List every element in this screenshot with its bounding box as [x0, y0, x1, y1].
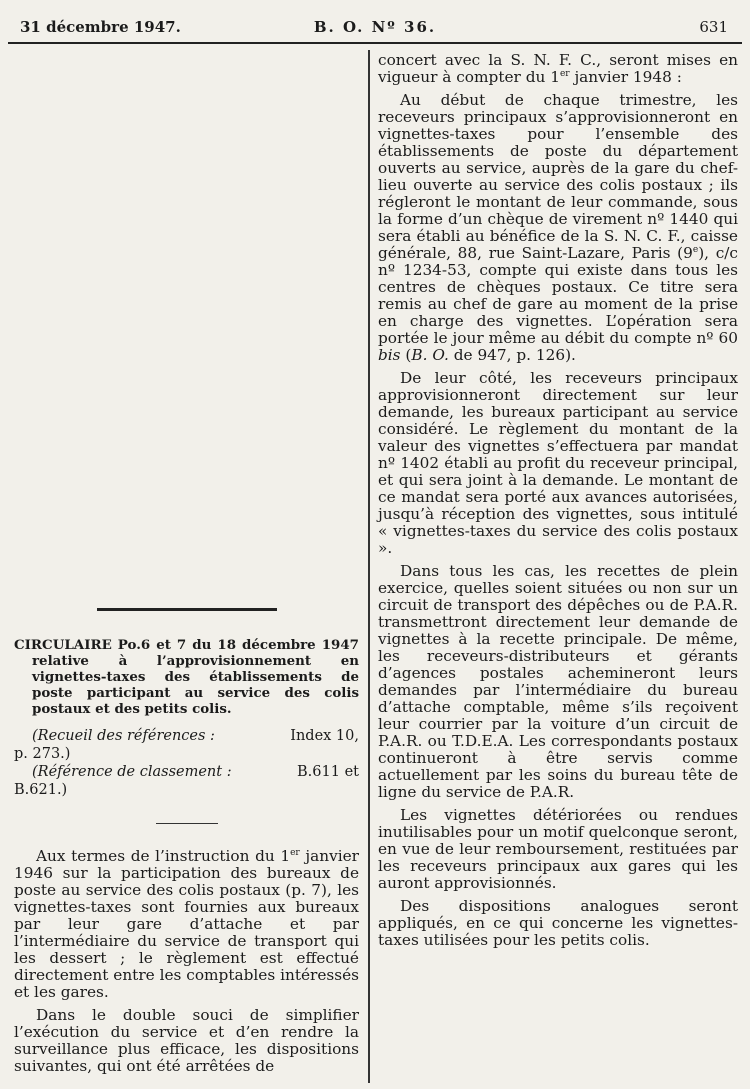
left-column: [14, 52, 359, 1075]
circular-title: CIRCULAIRE Po.6 et 7 du 18 décembre 1947 relative à l’approvisionnement en vignettes-taxes des établissements de poste participant au service des colis postaux et des petits colis.: [14, 637, 359, 717]
ref2-label: (Référence de classement :: [32, 764, 232, 780]
left-paragraph-2: Dans le double souci de simplifier l’exécution du service et d’en rendre la surveillance plus efficace, les dispositions suivantes, qui ont été arrêtées de: [14, 1006, 359, 1075]
right-column: [378, 52, 738, 949]
right-paragraph-3: Dans tous les cas, les recettes de plein exercice, quelles soient situées ou non sur un circuit de transport des dépêches ou de P.A.R. transmettront directement leur demande de vignettes à la recette principale. De même, les receveurs-distributeurs et gérants d’agences postales achemineront leurs demandes par l’intermédiaire du bureau d’attache comptable, même s’ils reçoivent leur courrier par la voiture d’un circuit de P.A.R. ou T.D.E.A. Les correspondants postaux continueront à être servis comme actuellement par les soins du bureau tête de ligne du service de P.A.R.: [378, 562, 738, 801]
right-paragraph-1: Au début de chaque trimestre, les receveurs principaux s’approvisionneront en vignettes-taxes pour l’ensemble des établissements de poste du département ouverts au service, auprès de la gare du chef-lieu ouverte au service des colis postaux ; ils régleront le montant de leur commande, sous la forme d’un chèque de virement nº 1440 qui sera établi au bénéfice de la S. N. C. F., caisse générale, 88, rue Saint-Lazare, Paris (9e), c/c nº 1234-53, compte qui existe dans tous les centres de chèques postaux. Ce titre sera remis au chef de gare au moment de la prise en charge des vignettes. L’opération sera portée le jour même au débit du compte nº 60 bis (B. O. de 947, p. 126).: [378, 91, 739, 364]
reference-classement: [14, 763, 359, 799]
header-date: 31 décembre 1947.: [20, 18, 181, 36]
header-rule: [8, 42, 742, 44]
right-paragraph-5: Des dispositions analogues seront appliqués, en ce qui concerne les vignettes-taxes utilisées pour les petits colis.: [378, 897, 738, 949]
blank-space: [14, 52, 359, 608]
reference-recueil: [14, 727, 359, 763]
ref2-cont: B.621.): [14, 782, 68, 798]
header-page-number: 631: [699, 18, 728, 36]
ref2-value: B.611 et: [297, 764, 359, 780]
right-paragraph-0: concert avec la S. N. F. C., seront mises en vigueur à compter du 1er janvier 1948 :: [378, 51, 738, 86]
ref1-value: Index 10,: [290, 728, 359, 744]
ref1-cont: p. 273.): [14, 746, 71, 762]
ref1-label: (Recueil des références :: [32, 728, 215, 744]
right-paragraph-4: Les vignettes détériorées ou rendues inutilisables pour un motif quelconque seront, en vue de leur remboursement, restituées par les receveurs principaux aux gares qui les auront approvisionnés.: [378, 806, 738, 892]
right-paragraph-2: De leur côté, les receveurs principaux approvisionneront directement sur leur demande, les bureaux participant au service considéré. Le règlement du montant de la valeur des vignettes s’effectuera par mandat nº 1402 établi au profit du receveur principal, et qui sera joint à la demande. Le montant de ce mandat sera porté aux avances autorisées, jusqu’à réception des vignettes, sous intitulé « vignettes-taxes du service des colis postaux ».: [378, 369, 738, 557]
column-divider: [368, 50, 370, 1083]
header-publication: B. O. Nº 36.: [313, 18, 437, 36]
left-paragraph-1: Aux termes de l’instruction du 1er janvier 1946 sur la participation des bureaux de poste au service des colis postaux (p. 7), les vignettes-taxes sont fournies aux bureaux par leur gare d’attache et par l’intermédiaire du service de transport qui les dessert ; le règlement est effectué directement entre les comptables intéressés et les gares.: [14, 847, 359, 1001]
page-header: [10, 14, 740, 44]
